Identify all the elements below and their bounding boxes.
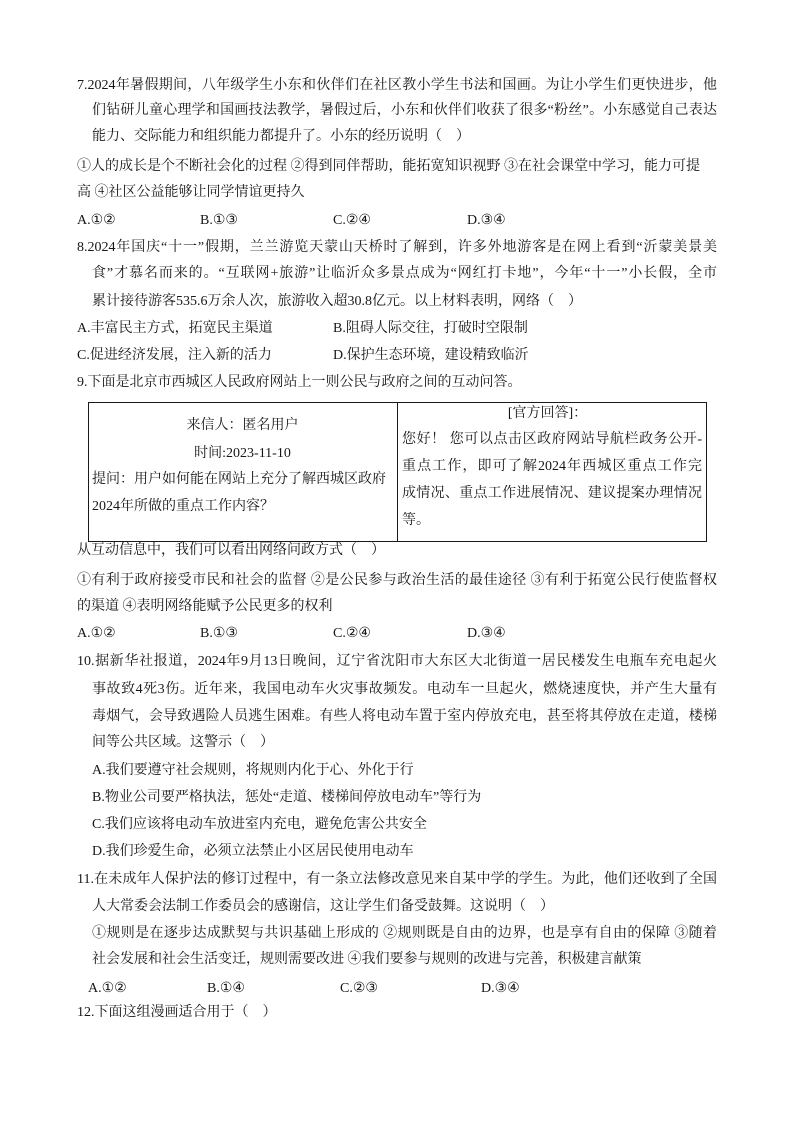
option-d: D.③④	[467, 213, 506, 228]
question-stem-line: 食”才慕名而来的。“互联网+旅游”让临沂众多景点成为“网红打卡地”，今年“十一”小长假，全市	[92, 266, 717, 281]
statement-line: 社会发展和社会生活变迁，规则需要改进 ④我们要参与规则的改进与完善，积极建言献策	[92, 952, 642, 967]
option-b: B.①③	[200, 626, 238, 641]
question-stem-line: 人大常委会法制工作委员会的感谢信，这让学生们备受鼓舞。这说明（ ）	[92, 899, 554, 914]
question-stem-line: 10.据新华社报道，2024年9月13日晚间，辽宁省沈阳市大东区大北街道一居民楼发生电瓶车充电起火	[77, 654, 717, 669]
letter-question-line: 提问：用户如何能在网站上充分了解西城区政府	[92, 472, 386, 487]
option-b: B.阻碍人际交往，打破时空限制	[333, 321, 528, 336]
question-stem-line: 7.2024年暑假期间，八年级学生小东和伙伴们在社区教小学生书法和国画。为让小学生们更快进步，他	[77, 78, 717, 93]
statement-line: 的渠道 ④表明网络能赋予公民更多的权利	[77, 599, 333, 614]
question-stem-line: 能力、交际能力和组织能力都提升了。小东的经历说明（ ）	[92, 129, 470, 144]
reply-line: 您好！ 您可以点击区政府网站导航栏政务公开-	[402, 432, 702, 447]
option-d: D.③④	[481, 981, 520, 996]
option-a: A.丰富民主方式，拓宽民主渠道	[77, 321, 273, 336]
reply-line: 成情况、重点工作进展情况、建议提案办理情况	[402, 486, 702, 501]
statement-line: ①有利于政府接受市民和社会的监督 ②是公民参与政治生活的最佳途径 ③有利于拓宽公民行使监督权	[77, 573, 717, 588]
option-a: A.我们要遵守社会规则，将规则内化于心、外化于行	[92, 763, 414, 778]
reply-heading: [官方回答]：	[507, 406, 588, 421]
letter-question-line: 2024年所做的重点工作内容？	[92, 499, 274, 514]
letter-sender: 来信人：匿名用户	[186, 418, 299, 433]
question-stem-line: 间等公共区域。这警示（ ）	[92, 735, 274, 750]
reply-line: 重点工作，即可了解2024年西城区重点工作完	[402, 459, 702, 474]
option-c: C.②④	[333, 213, 371, 228]
option-d: D.我们珍爱生命，必须立法禁止小区居民使用电动车	[92, 844, 414, 859]
question-stem-line: 9.下面是北京市西城区人民政府网站上一则公民与政府之间的互动问答。	[77, 375, 522, 390]
option-b: B.①③	[200, 213, 238, 228]
question-stem-line: 累计接待游客535.6万余人次，旅游收入超30.8亿元。以上材料表明，网络（ ）	[92, 294, 582, 309]
question-stem-line: 12.下面这组漫画适合用于（ ）	[77, 1005, 277, 1020]
option-a: A.①②	[77, 626, 116, 641]
option-d: D.③④	[467, 626, 506, 641]
reply-line: 等。	[402, 513, 430, 528]
option-d: D.保护生态环境，建设精致临沂	[333, 348, 529, 363]
question-stem-line: 事故致4死3伤。近年来，我国电动车火灾事故频发。电动车一旦起火，燃烧速度快，并产生大量有	[92, 682, 717, 697]
question-prompt: 从互动信息中，我们可以看出网络问政方式（ ）	[77, 543, 385, 558]
letter-time: 时间:2023-11-10	[194, 446, 291, 461]
option-c: C.促进经济发展，注入新的活力	[77, 348, 272, 363]
option-c: C.②④	[333, 626, 371, 641]
option-c: C.我们应该将电动车放进室内充电，避免危害公共安全	[92, 817, 427, 832]
statement-line: ①人的成长是个不断社会化的过程 ②得到同伴帮助，能拓宽知识视野 ③在社会课堂中学习，能力可提	[77, 159, 700, 174]
option-a: A.①②	[88, 981, 127, 996]
option-b: B.①④	[207, 981, 245, 996]
option-c: C.②③	[340, 981, 378, 996]
question-stem-line: 们钻研儿童心理学和国画技法教学，暑假过后，小东和伙伴们收获了很多“粉丝”。小东感觉自己表达	[92, 103, 717, 118]
statement-line: 高 ④社区公益能够让同学情谊更持久	[77, 185, 305, 200]
statement-line: ①规则是在逐步达成默契与共识基础上形成的 ②规则既是自由的边界，也是享有自由的保障 ③随着	[92, 926, 717, 941]
question-stem-line: 11.在未成年人保护法的修订过程中，有一条立法修改意见来自某中学的学生。为此，他们还收到了全国	[77, 872, 717, 887]
option-b: B.物业公司要严格执法，惩处“走道、楼梯间停放电动车”等行为	[92, 790, 482, 805]
question-stem-line: 毒烟气，会导致遇险人员逃生困难。有些人将电动车置于室内停放充电，甚至将其停放在走道，楼梯	[92, 709, 717, 724]
question-stem-line: 8.2024年国庆“十一”假期，兰兰游览天蒙山天桥时了解到，许多外地游客是在网上看到“沂蒙美景美	[77, 240, 717, 255]
option-a: A.①②	[77, 213, 116, 228]
